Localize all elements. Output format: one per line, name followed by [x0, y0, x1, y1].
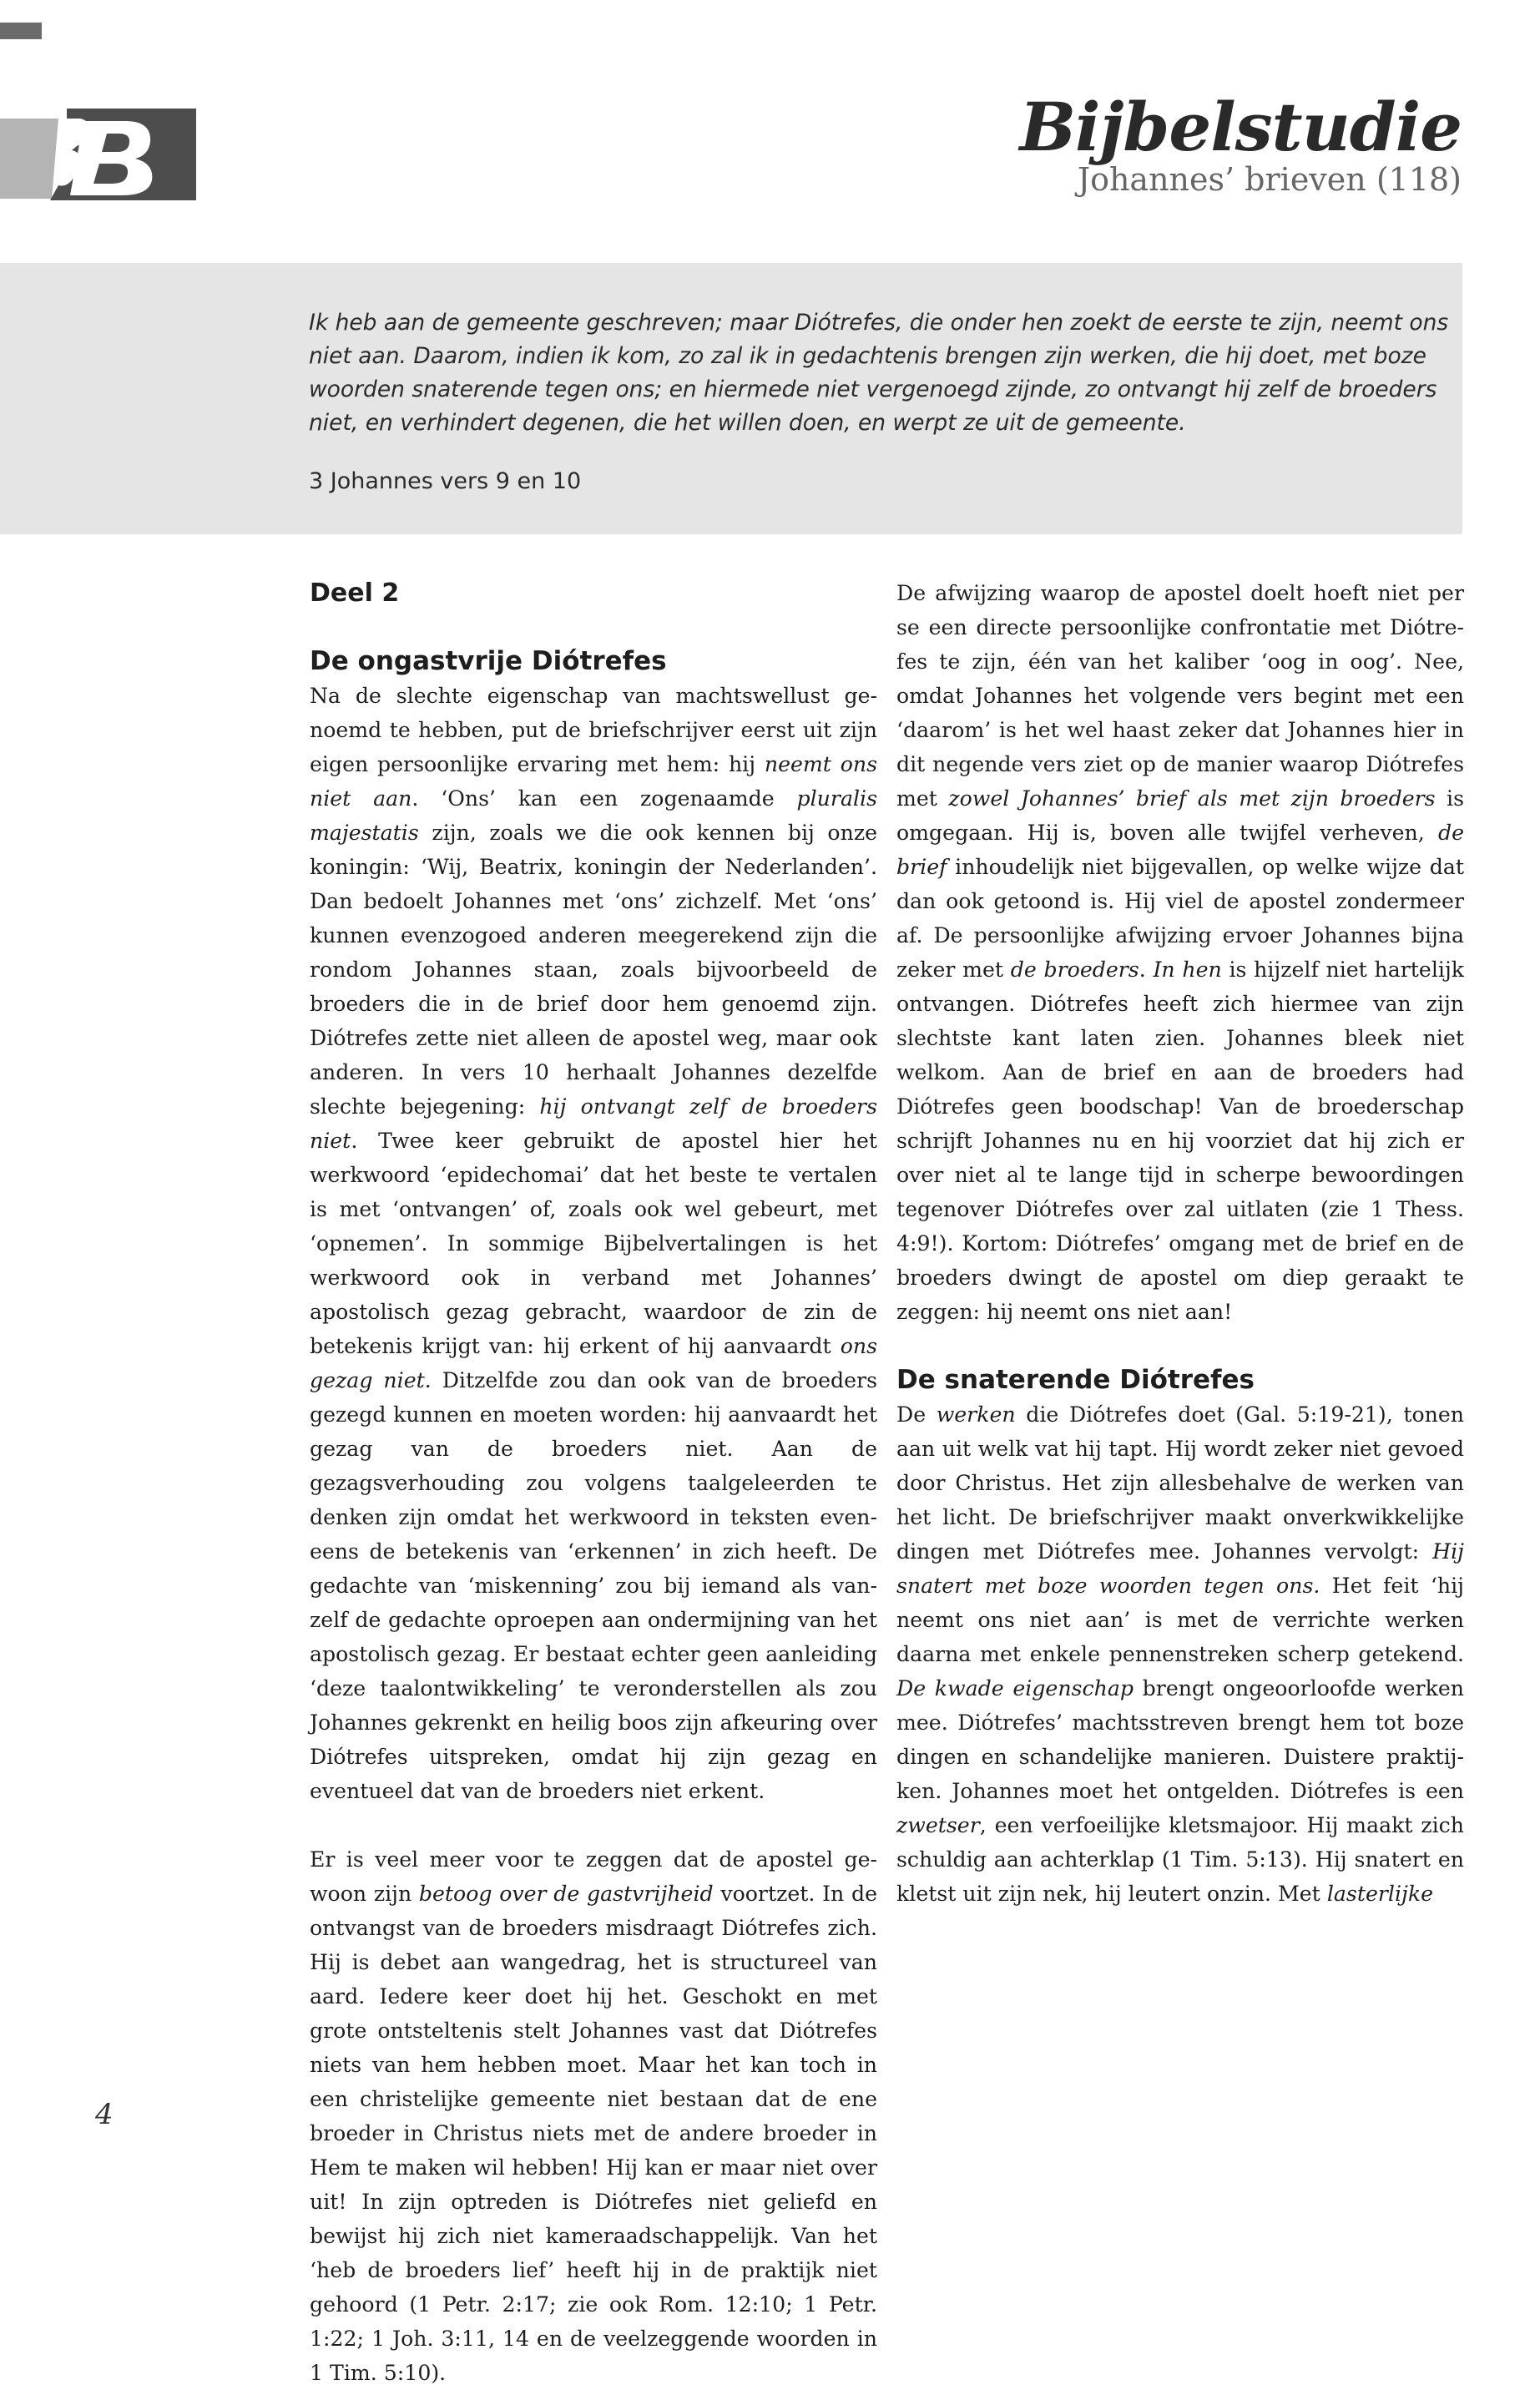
scripture-quote-box	[0, 263, 1462, 534]
body-paragraph: Na de slechte eigenschap van machtswellust genoemd te hebben, put de briefschrijver eerst uit zijn eigen persoonlijke ervaring met hem: hij neemt ons niet aan. ‘Ons’ kan een zogenaamde pluralis majestatis zijn, zoals we die ook kennen bij onze koningin: ‘Wij, Beatrix, koningin der Nederlanden’. Dan bedoelt Johannes met ‘ons’ zichzelf. Met ‘ons’ kunnen evenzogoed anderen meegerekend zijn die rondom Johannes staan, zoals bijvoorbeeld de broeders die in de brief door hem genoemd zijn. Diótrefes zette niet alleen de apostel weg, maar ook anderen. In vers 10 herhaalt Johannes dezelfde slechte bejegening: hij ontvangt zelf de broeders niet. Twee keer gebruikt de apostel hier het werkwoord ‘epidechomai’ dat het beste te vertalen is met ‘ontvangen’ of, zoals ook wel gebeurt, met ‘opnemen’. In sommige Bijbelvertalingen is het werkwoord ook in verband met Johannes’ apostolisch gezag gebracht, waardoor de zin de betekenis krijgt van: hij erkent of hij aanvaardt ons gezag niet. Ditzelfde zou dan ook van de broeders gezegd kunnen en moeten worden: hij aanvaardt het gezag van de broeders niet. Aan de gezagsverhouding zou volgens taalgeleerden te denken zijn omdat het werkwoord in teksten eveneens de betekenis van ‘erkennen’ in zich heeft. De gedachte van ‘miskenning’ zou bij iemand als vanzelf de gedachte oproepen aan ondermijning van het apostolisch gezag. Er bestaat echter geen aanleiding ‘deze taalontwikkeling’ te veronderstellen als zou Johannes gekrenkt en heilig boos zijn afkeuring over Diótrefes uitspreken, omdat hij zijn gezag en eventueel dat van de broeders niet erkent.	[310, 684, 878, 1803]
left-column	[310, 576, 877, 2390]
right-column	[896, 576, 1464, 1911]
page-header-subtitle: Johannes’ brieven (118)	[1077, 161, 1462, 198]
corner-mark	[0, 23, 42, 39]
body-paragraph: Er is veel meer voor te zeggen dat de apostel gewoon zijn betoog over de gastvrijheid voortzet. In de ontvangst van de broeders misdraagt Diótrefes zich. Hij is debet aan wangedrag, het is structureel van aard. Iedere keer doet hij het. Geschokt en met grote ontsteltenis stelt Johannes vast dat Diótrefes niets van hem hebben moet. Maar het kan toch in een christelijke gemeente niet bestaan dat de ene broeder in Christus niets met de andere broeder in Hem te maken wil hebben! Hij kan er maar niet over uit! In zijn optreden is Diótrefes niet geliefd en bewijst hij zich niet kameraadschappelijk. Van het ‘heb de broeders lief’ heeft hij in de praktijk niet gehoord (1 Petr. 2:17; zie ook Rom. 12:10; 1 Petr. 1:22; 1 Joh. 3:11, 14 en de veelzeggende woorden in 1 Tim. 5:10).	[310, 1847, 877, 2385]
b-letter-logo-icon	[0, 109, 196, 200]
page-header-title: Bijbelstudie	[1019, 88, 1462, 166]
page-number: 4	[95, 2098, 114, 2131]
logo-light-shape	[0, 119, 58, 199]
scripture-reference: 3 Johannes vers 9 en 10	[309, 468, 582, 494]
part-heading: Deel 2	[310, 579, 400, 608]
body-paragraph: De afwijzing waarop de apostel doelt hoeft niet per se een directe persoonlijke confrontatie met Diótrefes te zijn, één van het kaliber ‘oog in oog’. Nee, omdat Johannes het volgende vers begint met een ‘daarom’ is het wel haast zeker dat Johannes hier in dit negende vers ziet op de manier waarop Diótrefes met zowel Johannes’ brief als met zijn broeders is omgegaan. Hij is, boven alle twijfel verheven, de brief inhoudelijk niet bijgevallen, op welke wijze dat dan ook getoond is. Hij viel de apostel zondermeer af. De persoonlijke afwijzing ervoer Johannes bijna zeker met de broeders. In hen is hijzelf niet hartelijk ontvangen. Diótrefes heeft zich hiermee van zijn slechtste kant laten zien. Johannes bleek niet welkom. Aan de brief en aan de broeders had Diótrefes geen boodschap! Van de broederschap schrijft Johannes nu en hij voorziet dat hij zich er over niet al te lange tijd in scherpe bewoordingen tegenover Diótrefes over zal uitlaten (zie 1 Thess. 4:9!). Kortom: Diótrefes’ omgang met de brief en de broeders dwingt de apostel om diep geraakt te zeggen: hij neemt ons niet aan!	[896, 581, 1465, 1324]
scripture-quote-text: Ik heb aan de gemeente geschreven; maar Diótrefes, die onder hen zoekt de eerste te zijn, neemt ons niet aan. Daarom, indien ik kom, zo zal ik in gedachtenis brengen zijn werken, die hij doet, met boze woorden snaterende tegen ons; en hiermede niet vergenoegd zijnde, zo ontvangt hij zelf de broeders niet, en verhindert degenen, die het willen doen, en werpt ze uit de gemeente.	[309, 310, 1449, 436]
section-heading: De ongastvrije Diótrefes	[310, 646, 667, 676]
section-heading: De snaterende Diótrefes	[896, 1365, 1255, 1395]
body-paragraph: De werken die Diótrefes doet (Gal. 5:19-21), tonen aan uit welk vat hij tapt. Hij wordt zeker niet gevoed door Christus. Het zijn allesbehalve de werken van het licht. De briefschrijver maakt onverkwikkelijke dingen met Diótrefes mee. Johannes vervolgt: Hij snatert met boze woorden tegen ons. Het feit ‘hij neemt ons niet aan’ is met de verrichte werken daarna met enkele pennenstreken scherp getekend. De kwade eigenschap brengt ongeoorloofde werken mee. Diótrefes’ machtsstreven brengt hem tot boze dingen en schandelijke manieren. Duistere praktijken. Johannes moet het ontgelden. Diótrefes is een zwetser, een verfoeilijke kletsmajoor. Hij maakt zich schuldig aan achterklap (1 Tim. 5:13). Hij snatert en kletst uit zijn nek, hij leutert onzin. Met lasterlijke	[896, 1402, 1464, 1906]
